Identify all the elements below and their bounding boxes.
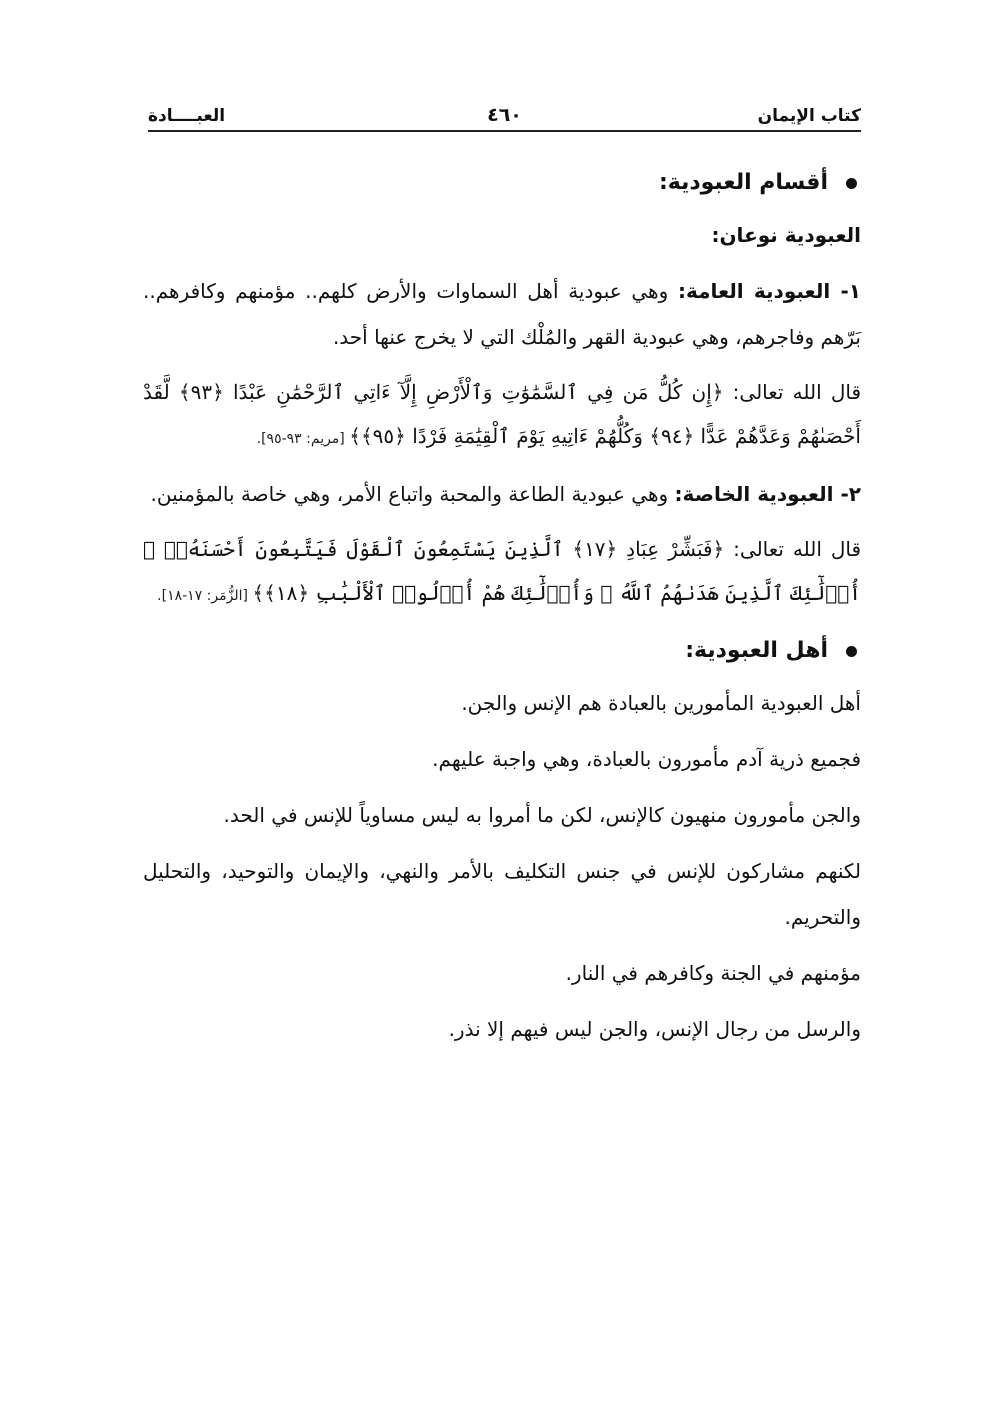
paragraph: والجن مأمورون منهيون كالإنس، لكن ما أمروا به ليس مساوياً للإنس في الحد. [223, 803, 861, 827]
bullet-icon [846, 646, 857, 657]
quran-quote-2 [143, 527, 861, 618]
verse-reference: [مريم: ٩٣-٩٥]. [256, 431, 350, 447]
quote-lead: قال الله تعالى: [723, 380, 861, 404]
paragraph: أهل العبودية المأمورين بالعبادة هم الإنس والجن. [461, 691, 861, 715]
item-number: ١- [830, 279, 862, 303]
list-item-general [143, 268, 861, 360]
page-number: ٤٦٠ [487, 104, 522, 126]
quran-verse: ﴿فَبَشِّرْ عِبَادِ ﴿١٧﴾ ٱلَّذِينَ يَسْتَمِعُونَ ٱلْقَوْلَ فَيَتَّبِعُونَ أَحْسَنَهُۥٓ ۚ أُو۟لَٰٓئِكَ ٱلَّذِينَ هَدَىٰهُمُ ٱللَّهُ ۖ وَأُو۟لَٰٓئِكَ هُمْ أُو۟لُوا۟ ٱلْأَلْبَٰبِ ﴿١٨﴾﴾ [143, 537, 861, 605]
bullet-icon [846, 178, 857, 189]
verse-reference: [الزُّمَر: ١٧-١٨]. [157, 588, 253, 604]
item-number: ٢- [833, 482, 861, 506]
section-heading-people [143, 628, 861, 674]
subheading: العبودية نوعان: [711, 223, 861, 247]
header-book-title: كتاب الإيمان [757, 106, 861, 126]
quote-lead: قال الله تعالى: [724, 537, 862, 561]
header-chapter-title: العبــــادة [148, 106, 226, 126]
paragraph: والرسل من رجال الإنس، والجن ليس فيهم إلا نذر. [448, 1017, 861, 1041]
paragraph: فجميع ذرية آدم مأمورون بالعبادة، وهي واجبة عليهم. [432, 747, 861, 771]
paragraph: لكنهم مشاركون للإنس في جنس التكليف بالأمر والنهي، والإيمان والتوحيد، والتحليل والتحريم. [143, 859, 861, 929]
item-heading: العبودية العامة: [677, 279, 831, 303]
page-header [148, 98, 861, 132]
quran-verse: ﴿إِن كُلُّ مَن فِي ٱلسَّمَٰوَٰتِ وَٱلْأَرْضِ إِلَّآ ءَاتِي ٱلرَّحْمَٰنِ عَبْدًا ﴿٩٣﴾ لَّقَدْ أَحْصَىٰهُمْ وَعَدَّهُمْ عَدًّا ﴿٩٤﴾ وَكُلُّهُمْ ءَاتِيهِ يَوْمَ ٱلْقِيَٰمَةِ فَرْدًا ﴿٩٥﴾﴾ [143, 380, 861, 448]
page-body [143, 150, 861, 1377]
section-title: أقسام العبودية: [658, 170, 828, 195]
section-heading-types [143, 160, 861, 206]
list-item-special [143, 471, 861, 517]
quran-quote-1 [143, 370, 861, 461]
section-title: أهل العبودية: [685, 638, 828, 663]
item-heading: العبودية الخاصة: [674, 482, 834, 506]
item-text: وهي عبودية الطاعة والمحبة واتباع الأمر، وهي خاصة بالمؤمنين. [150, 482, 675, 506]
item-text: وهي عبودية أهل السماوات والأرض كلهم.. مؤمنهم وكافرهم.. بَرّهم وفاجرهم، وهي عبودية القهر والمُلْك التي لا يخرج عنها أحد. [143, 279, 861, 349]
paragraph: مؤمنهم في الجنة وكافرهم في النار. [565, 961, 861, 985]
